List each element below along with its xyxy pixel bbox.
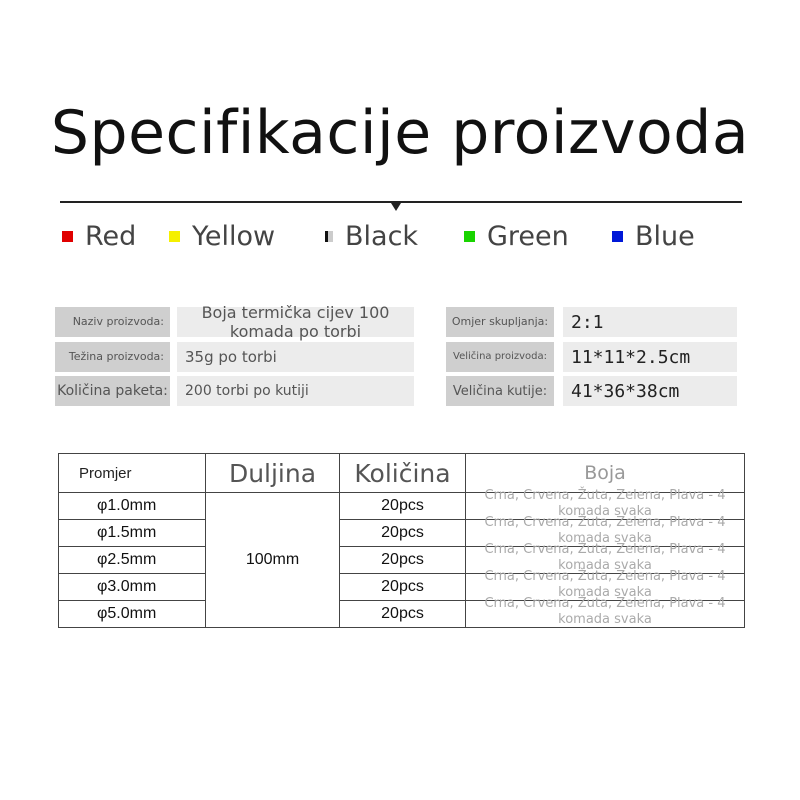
color-item-red	[62, 218, 136, 254]
title-divider	[60, 201, 742, 203]
black-swatch-icon	[322, 231, 333, 242]
yellow-swatch-icon	[169, 231, 180, 242]
color-note: Crna, Crvena, Žuta, Zelena, Plava - 4 komada svaka	[484, 596, 726, 627]
diameter-cell: φ2.5mm	[59, 547, 206, 574]
diameter-cell: φ3.0mm	[59, 574, 206, 601]
diameter-cell: φ1.0mm	[59, 493, 206, 520]
product-size-label: Veličina proizvoda:	[446, 342, 554, 372]
specification-table	[58, 453, 745, 628]
color-item-green	[464, 218, 569, 254]
red-swatch-icon	[62, 231, 73, 242]
color-label: Green	[487, 220, 569, 252]
header-quantity: Količina	[340, 454, 466, 493]
color-label: Red	[85, 220, 137, 252]
product-weight-value: 35g po torbi	[177, 342, 414, 372]
color-item-yellow	[169, 218, 275, 254]
product-weight-label: Težina proizvoda:	[55, 342, 170, 372]
divider-arrow-icon	[391, 203, 401, 211]
length-cell: 100mm	[206, 493, 340, 628]
color-label: Blue	[635, 220, 695, 252]
package-quantity-label: Količina paketa:	[55, 376, 170, 406]
color-label: Yellow	[192, 220, 276, 252]
color-item-blue	[612, 218, 695, 254]
box-size-label: Veličina kutije:	[446, 376, 554, 406]
green-swatch-icon	[464, 231, 475, 242]
product-name-value: Boja termička cijev 100 komada po torbi	[177, 307, 414, 337]
color-cell	[466, 596, 745, 628]
quantity-cell: 20pcs	[340, 547, 466, 574]
header-color: Boja	[466, 454, 745, 493]
color-legend	[0, 218, 800, 254]
product-name-label: Naziv proizvoda:	[55, 307, 170, 337]
quantity-cell: 20pcs	[340, 493, 466, 520]
table-row	[59, 601, 745, 628]
product-size-value: 11*11*2.5cm	[563, 342, 737, 372]
color-note: Crna, Crvena, Žuta, Zelena, Plava - 4 komada svaka	[484, 515, 726, 546]
shrink-ratio-label: Omjer skupljanja:	[446, 307, 554, 337]
color-label: Black	[345, 220, 419, 252]
quantity-cell: 20pcs	[340, 520, 466, 547]
color-item-black	[322, 218, 418, 254]
page-title: Specifikacije proizvoda	[50, 98, 750, 168]
shrink-ratio-value: 2:1	[563, 307, 737, 337]
color-note: Crna, Crvena, Žuta, Zelena, Plava - 4 komada svaka	[484, 542, 726, 573]
diameter-cell: φ5.0mm	[59, 601, 206, 628]
blue-swatch-icon	[612, 231, 623, 242]
box-size-value: 41*36*38cm	[563, 376, 737, 406]
quantity-cell: 20pcs	[340, 601, 466, 628]
package-quantity-value: 200 torbi po kutiji	[177, 376, 414, 406]
diameter-cell: φ1.5mm	[59, 520, 206, 547]
table-header-row	[59, 454, 745, 493]
header-length: Duljina	[206, 454, 340, 493]
color-note: Crna, Crvena, Žuta, Zelena, Plava - 4 komada svaka	[484, 569, 726, 600]
quantity-cell: 20pcs	[340, 574, 466, 601]
color-note: Crna, Crvena, Žuta, Zelena, Plava - 4 komada svaka	[484, 488, 726, 519]
header-diameter: Promjer	[59, 454, 206, 493]
